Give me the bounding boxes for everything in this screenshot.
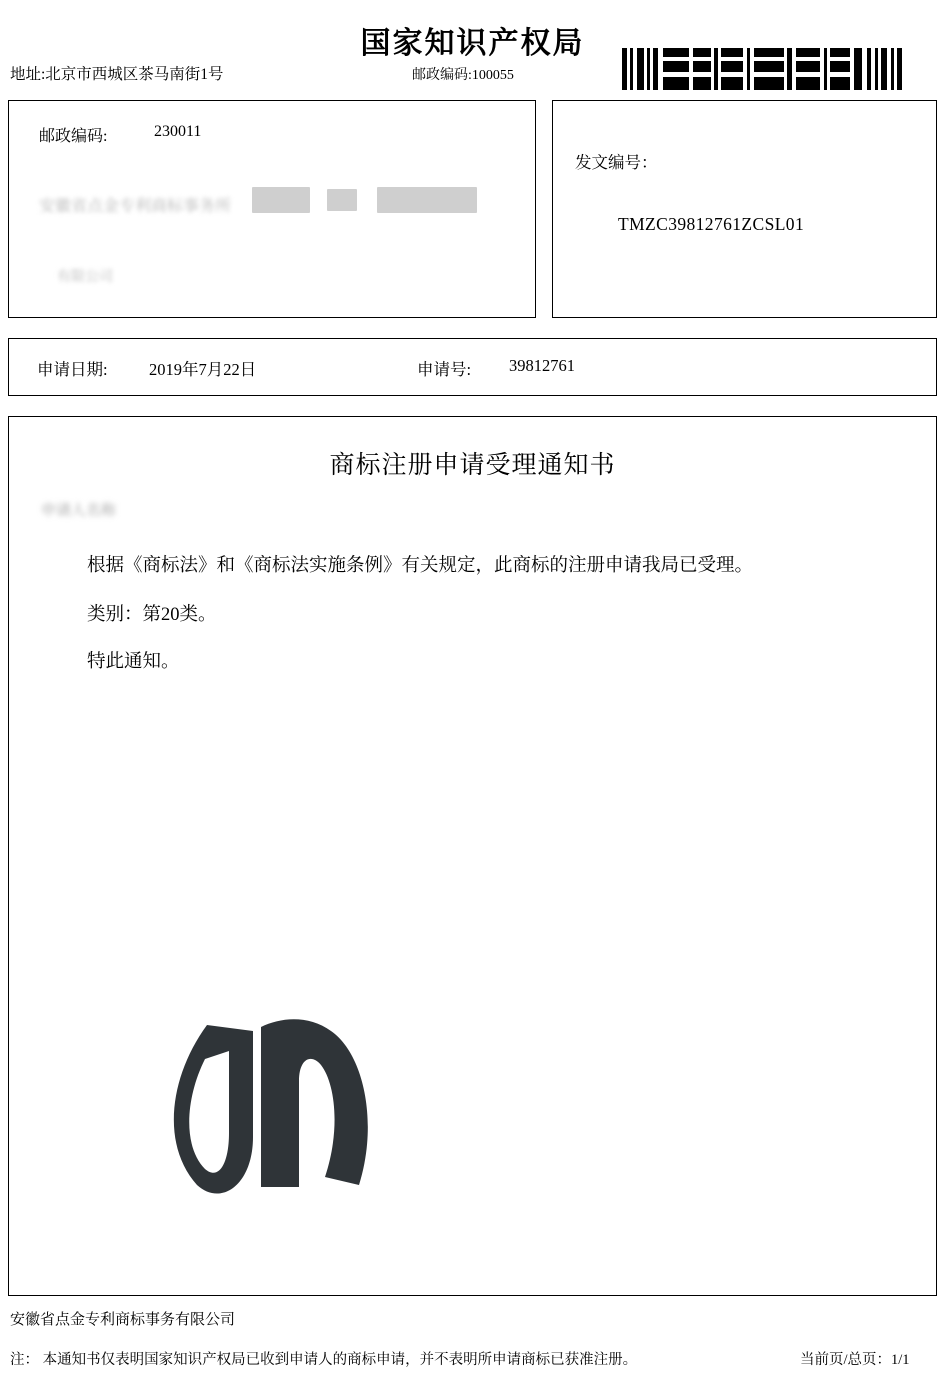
page-title: 国家知识产权局 [360, 27, 585, 60]
application-number-label: 申请号: [417, 360, 472, 379]
notice-paragraph-3: 特此通知。 [87, 652, 180, 672]
notice-paragraph-2: 类别：第20类。 [87, 605, 217, 625]
redaction-block [252, 187, 310, 213]
application-date-label: 申请日期: [37, 360, 108, 379]
application-date-value: 2019年7月22日 [149, 360, 257, 379]
page-indicator: 当前页/总页：1/1 [800, 1352, 910, 1368]
application-number-value: 39812761 [509, 356, 575, 375]
document-number-value: TMZC39812761ZCSL01 [618, 214, 805, 234]
addressee-name-redacted: 安徽省点金专利商标事务所 [39, 198, 232, 215]
document-number-box [552, 100, 937, 318]
application-info-box [8, 338, 937, 396]
addressee-line2-redacted: 有限公司 [57, 270, 113, 285]
footer-note: 注： 本通知书仅表明国家知识产权局已收到申请人的商标申请，并不表明所申请商标已获准注册。 [10, 1352, 638, 1368]
notice-paragraph-1: 根据《商标法》和《商标法实施条例》有关规定，此商标的注册申请我局已受理。 [87, 556, 754, 576]
addressee-postcode-value: 230011 [154, 123, 202, 140]
office-postal-code: 邮政编码:100055 [412, 68, 514, 83]
notice-title: 商标注册申请受理通知书 [329, 452, 616, 479]
addressee-postcode-label: 邮政编码: [39, 128, 108, 145]
barcode-icon [622, 48, 937, 90]
agency-name: 安徽省点金专利商标事务有限公司 [10, 1312, 236, 1328]
main-content-box [8, 416, 937, 1296]
document-number-label: 发文编号： [575, 153, 658, 172]
redaction-block [327, 189, 357, 211]
trademark-logo-icon [149, 1017, 374, 1197]
addressee-box [8, 100, 536, 318]
office-address: 地址:北京市西城区茶马南街1号 [10, 66, 224, 83]
applicant-name-redacted: 申请人名称 [41, 503, 117, 519]
redaction-block [377, 187, 477, 213]
